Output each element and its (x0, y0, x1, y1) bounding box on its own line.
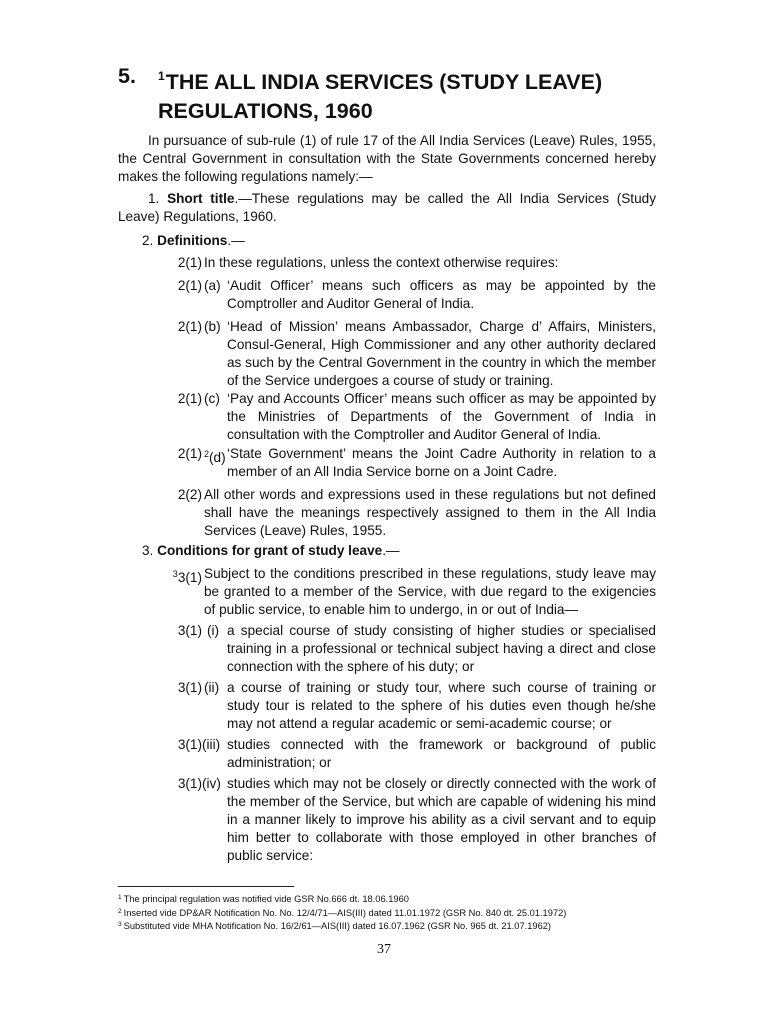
clause-label: 3(1) (177, 737, 202, 752)
footnote-item (118, 892, 678, 906)
clause-label: 2(1) (177, 319, 202, 334)
clause-footnote-mark: 3 (172, 569, 178, 579)
clause-text: a course of training or study tour, where such course of training or study tour is related to the sphere of his duties even though he/she may not attend a regular academic or semi-academic course; or (227, 680, 656, 731)
footnote-separator (118, 886, 294, 887)
definition-clause (118, 277, 656, 313)
clause-mark-block (204, 445, 226, 467)
section-1-title: Short title (167, 191, 235, 206)
clause-label: 2(1) (177, 278, 202, 293)
section-3-suffix: .— (382, 543, 400, 558)
clause-label: 3(1) (177, 680, 202, 695)
clause-label: 3(1) (177, 623, 202, 638)
section-3-title: Conditions for grant of study leave (157, 543, 383, 558)
footnote-mark: 3 (118, 921, 122, 928)
clause-text: a special course of study consisting of higher studies or specialised training in a professional or technical subject having a direct and close connection with the sphere of his duty; or (227, 623, 656, 674)
clause-label: 2(1) (177, 446, 202, 461)
clause-text: ‘State Government’ means the Joint Cadre Authority in relation to a member of an All India Service borne on a Joint Cadre. (227, 446, 656, 479)
footnotes (118, 892, 678, 933)
clause-text: studies connected with the framework or background of public administration; or (227, 737, 656, 770)
footnote-text: Substituted vide MHA Notification No. 16/2/61—AIS(III) dated 16.07.1962 (GSR No. 965 dt. 21.07.1962) (123, 921, 552, 931)
clause-mark: (c) (204, 391, 220, 406)
clause-mark: (d) (209, 450, 226, 465)
condition-clause (118, 679, 656, 733)
section-1-short-title (118, 190, 656, 226)
clause-mark: (a) (204, 278, 221, 293)
footnote-text: The principal regulation was notified vide GSR No.666 dt. 18.06.1960 (123, 894, 409, 904)
clause-text: ‘Head of Mission’ means Ambassador, Charge d’ Affairs, Ministers, Consul-General, High Commissioner and any other authority declared as such by the Central Government in the country in which the member of the Service undergoes a course of study or training. (227, 319, 656, 388)
clause-text: All other words and expressions used in these regulations but not defined shall have the meanings respectively assigned to them in the All India Services (Leave) Rules, 1955. (204, 487, 656, 538)
clause-text: studies which may not be closely or directly connected with the work of the member of the Service, but which are capable of widening his mind in a manner likely to improve his ability as a civil servant and to equip him better to collaborate with those employed in other branches of public service: (227, 776, 656, 863)
clause-label: 3(1) (177, 776, 202, 791)
section-3-heading (142, 542, 400, 560)
heading-title: THE ALL INDIA SERVICES (STUDY LEAVE) REGULATIONS, 1960 (158, 70, 603, 123)
definition-clause (118, 486, 656, 540)
section-1-text: .—These regulations may be called the All India Services (Study Leave) Regulations, 1960. (118, 191, 656, 224)
section-2-heading (142, 232, 245, 250)
clause-label-block (158, 565, 202, 587)
clause-label: 2(1) (177, 255, 202, 270)
clause-mark: (iii) (202, 737, 221, 752)
section-2-number: 2. (142, 233, 154, 248)
section-1-number: 1. (148, 191, 160, 206)
definition-clause (118, 318, 656, 390)
clause-mark: (b) (204, 319, 221, 334)
condition-clause (118, 736, 656, 772)
section-2-suffix: .— (227, 233, 245, 248)
clause-label: 2(1) (177, 391, 202, 406)
footnote-item (118, 906, 678, 920)
footnote-item (118, 919, 678, 933)
footnote-mark: 1 (118, 894, 122, 901)
clause-text: ‘Pay and Accounts Officer’ means such officer as may be appointed by the Ministries of Departments of the Government of India in consultation with the Comptroller and Auditor General of India. (227, 391, 656, 442)
clause-text: In these regulations, unless the context otherwise requires: (204, 255, 559, 270)
clause-text: Subject to the conditions prescribed in these regulations, study leave may be granted to a member of the Service, with due regard to the exigencies of public service, to enable him to undergo, in or out of India— (204, 566, 656, 617)
page-number: 37 (377, 942, 391, 957)
clause-label: 2(2) (177, 487, 202, 502)
condition-clause (118, 775, 656, 865)
section-3-number: 3. (142, 543, 154, 558)
clause-mark: (i) (207, 623, 220, 638)
definition-clause (118, 390, 656, 444)
footnote-mark: 2 (118, 907, 122, 915)
clause-mark: (iv) (202, 776, 221, 791)
clause-text: ‘Audit Officer’ means such officers as may be appointed by the Comptroller and Auditor General of India. (227, 278, 656, 311)
condition-clause (118, 565, 656, 619)
section-2-title: Definitions (157, 233, 228, 248)
clause-mark: (ii) (204, 680, 220, 695)
preamble-paragraph: In pursuance of sub-rule (1) of rule 17 of the All India Services (Leave) Rules, 1955, the Central Government in consultation with the State Governments concerned hereby makes the following regulations namely:— (118, 133, 656, 184)
footnote-text: Inserted vide DP&AR Notification No. No. 12/4/71—AIS(III) dated 11.01.1972 (GSR No. 840 dt. 25.01.1972) (123, 907, 567, 918)
heading-title-block (158, 62, 678, 126)
heading-number: 5. (118, 64, 136, 88)
heading-footnote-mark: 1 (158, 69, 165, 83)
clause-footnote-mark: 2 (204, 449, 210, 459)
definition-clause (118, 445, 656, 481)
definition-clause (118, 254, 656, 272)
clause-label: 3(1) (177, 570, 202, 585)
condition-clause (118, 622, 656, 676)
